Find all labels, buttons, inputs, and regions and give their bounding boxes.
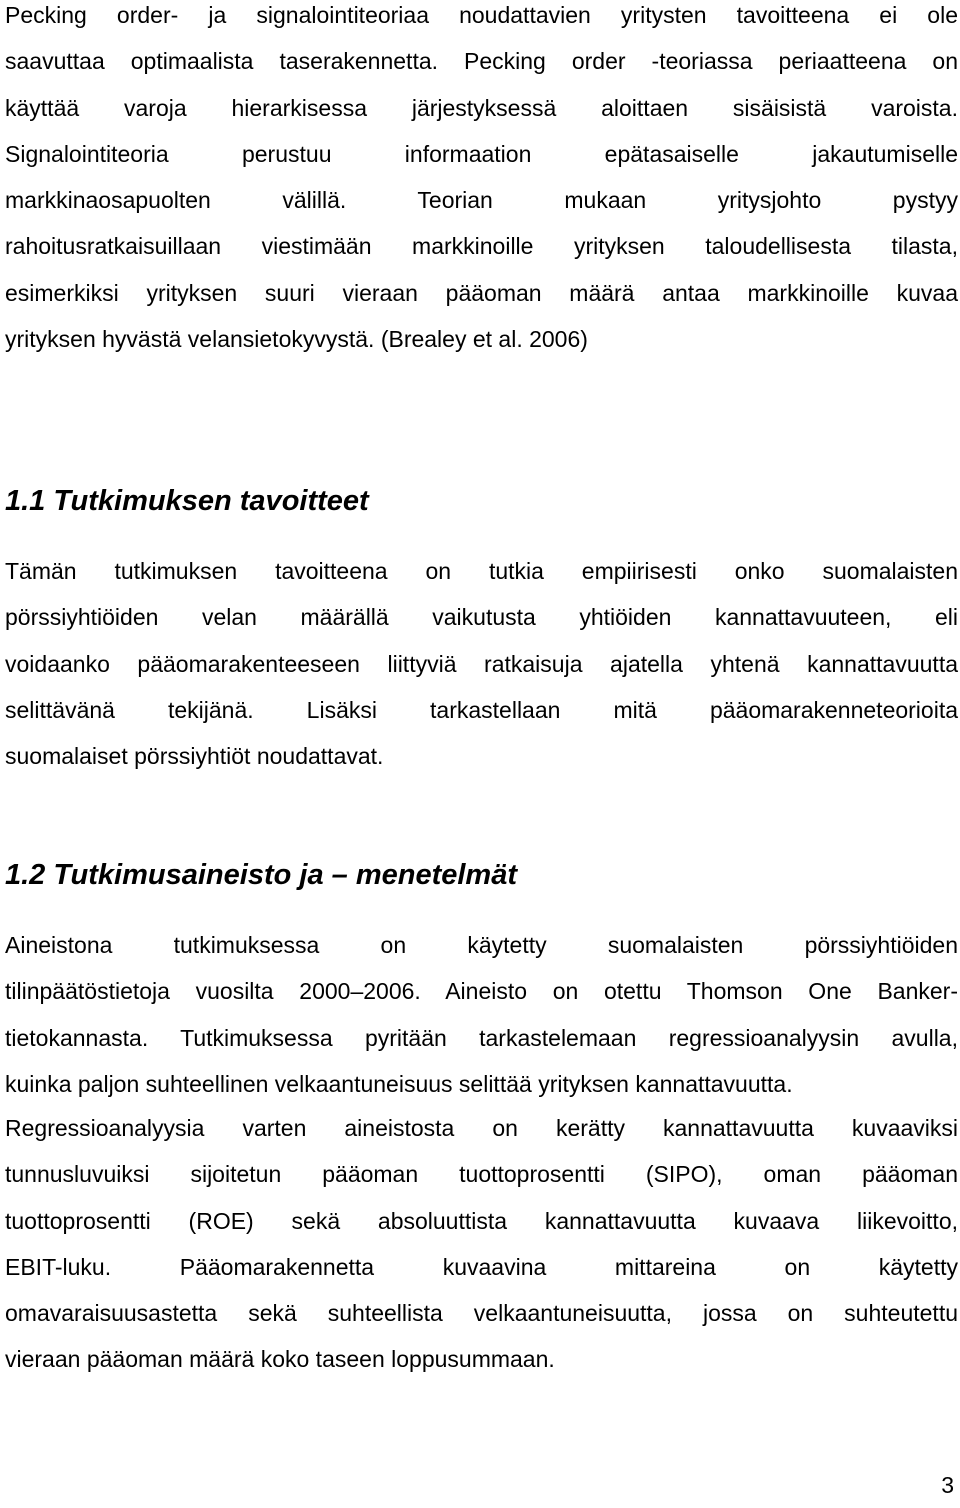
- text-line: vieraan pääoman määrä koko taseen loppusummaan.: [5, 1346, 555, 1373]
- text-line: tietokannasta. Tutkimuksessa pyritään tarkastelemaan regressioanalyysin avulla,: [5, 1024, 958, 1051]
- text-line: kuinka paljon suhteellinen velkaantuneisuus selittää yrityksen kannattavuutta.: [5, 1070, 793, 1097]
- paragraph-objectives: [5, 548, 958, 779]
- text-line: Signalointiteoria perustuu informaation epätasaiselle jakautumiselle: [5, 140, 958, 167]
- text-line: Tämän tutkimuksen tavoitteena on tutkia empiirisesti onko suomalaisten: [5, 558, 958, 584]
- text-line: yrityksen hyvästä velansietokyvystä. (Brealey et al. 2006): [5, 326, 588, 353]
- text-line: Regressioanalyysia varten aineistosta on kerätty kannattavuutta kuvaaviksi: [5, 1115, 958, 1141]
- page-number: 3: [941, 1472, 954, 1498]
- paragraph-pecking-order-signalling: [5, 0, 958, 362]
- text-line: pörssiyhtiöiden velan määrällä vaikutusta yhtiöiden kannattavuuteen, eli: [5, 604, 958, 631]
- text-line: tuottoprosentti (ROE) sekä absoluuttista kannattavuutta kuvaava liikevoitto,: [5, 1207, 958, 1234]
- text-line: Pecking order- ja signalointiteoriaa noudattavien yritysten tavoitteena ei ole: [5, 2, 958, 28]
- text-line: tunnusluvuiksi sijoitetun pääoman tuottoprosentti (SIPO), oman pääoman: [5, 1161, 958, 1188]
- text-line: EBIT-luku. Pääomarakennetta kuvaavina mittareina on käytetty: [5, 1253, 958, 1280]
- text-line: markkinaosapuolten välillä. Teorian mukaan yritysjohto pystyy: [5, 187, 958, 214]
- text-line: Aineistona tutkimuksessa on käytetty suomalaisten pörssiyhtiöiden: [5, 932, 958, 958]
- text-line: voidaanko pääomarakenteeseen liittyviä ratkaisuja ajatella yhtenä kannattavuutta: [5, 650, 958, 677]
- text-line: saavuttaa optimaalista taserakennetta. Pecking order -teoriassa periaatteena on: [5, 48, 958, 75]
- section-heading-objectives: 1.1 Tutkimuksen tavoitteet: [5, 485, 369, 517]
- text-line: omavaraisuusastetta sekä suhteellista velkaantuneisuutta, jossa on suhteutettu: [5, 1300, 958, 1327]
- text-line: suomalaiset pörssiyhtiöt noudattavat.: [5, 743, 384, 770]
- text-line: tilinpäätöstietoja vuosilta 2000–2006. Aineisto on otettu Thomson One Banker-: [5, 978, 958, 1005]
- text-line: käyttää varoja hierarkisessa järjestyksessä aloittaen sisäisistä varoista.: [5, 94, 958, 121]
- paragraph-data: [5, 922, 958, 1107]
- text-line: rahoitusratkaisuillaan viestimään markkinoille yrityksen taloudellisesta tilasta,: [5, 233, 958, 260]
- section-heading-data-and-methods: 1.2 Tutkimusaineisto ja – menetelmät: [5, 859, 517, 891]
- paragraph-methods: [5, 1105, 958, 1383]
- text-line: selittävänä tekijänä. Lisäksi tarkastellaan mitä pääomarakenneteorioita: [5, 696, 958, 723]
- text-line: esimerkiksi yrityksen suuri vieraan pääoman määrä antaa markkinoille kuvaa: [5, 279, 958, 306]
